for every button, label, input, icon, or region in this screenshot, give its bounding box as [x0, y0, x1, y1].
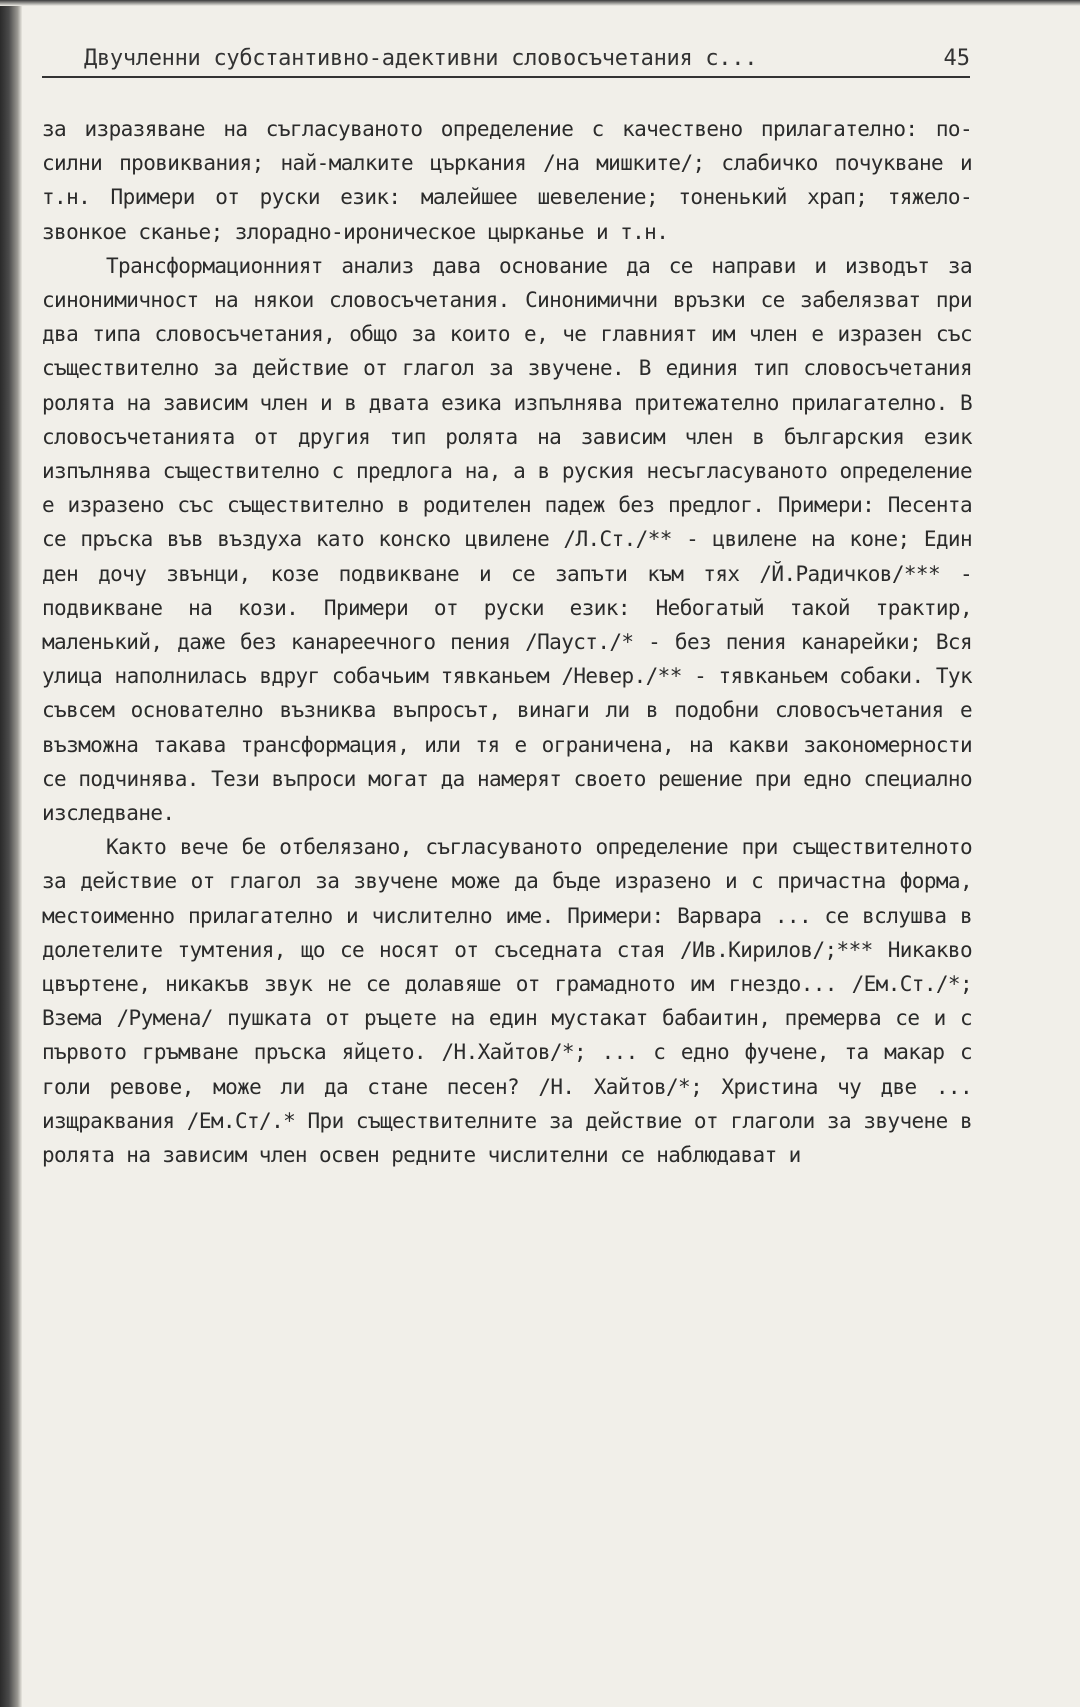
page-number: 45 — [943, 46, 970, 71]
body-text — [42, 112, 972, 1172]
paragraph-agreed-attribute: Както вече бе отбелязано, съгласуваното определение при съществителното за действие от глагол за звучене може да бъде изразено и с причастна форма, местоименно прилагателно и числително име. Примери: Варвара ... се вслушва в долетелите тумтения, що се носят от съседната стая /Ив.Кирилов/;*** Никакво цвъртене, никакъв звук не се долавяше от грамадното им гнездо... /Ем.Ст./*; Взема /Румена/ пушката от ръцете на един мустакат бабаитин, премерва се и с първото гръмване пръска яйцето. /Н.Хайтов/*; ... с едно фучене, та макар с голи ревове, може ли да стане песен? /Н. Хайтов/*; Христина чу две ... изщраквания /Ем.Ст/.* При съществителните за действие от глаголи за звучене в ролята на зависим член освен редните числителни се наблюдават и — [42, 835, 972, 1168]
page-header — [42, 44, 970, 78]
paragraph-continued: за изразяване на съгласуваното определение с качествено прилагателно: по-силни провиквания; най-малките църкания /на мишките/; слабичко почукване и т.н. Примери от руски език: малейшее шевеление; тоненький храп; тяжело-звонкое сканье; злорадно-ироническое цырканье и т.н. — [42, 117, 972, 244]
paragraph-synonymy: Трансформационният анализ дава основание да се направи и изводът за синонимичност на някои словосъчетания. Синонимични връзки се забелязват при два типа словосъчетания, общо за които е, че главният им член е изразен със съществително за действие от глагол за звучене. В единия тип словосъчетания ролята на зависим член и в двата езика изпълнява притежателно прилагателно. В словосъчетанията от другия тип ролята на зависим член в българския език изпълнява съществително с предлога на, а в руския несъгласуваното определение е изразено със съществително в родителен падеж без предлог. Примери: Песента се пръска във въздуха като конско цвилене /Л.Ст./** - цвилене на коне; Един ден дочу звънци, козе подвикване и се запъти към тях /Й.Радичков/*** - подвикване на кози. Примери от руски език: Небогатый такой трактир, маленький, даже без канареечного пения /Пауст./* - без пения канарейки; Вся улица наполнилась вдруг собачьим тявканьем /Невер./** - тявканьем собаки. Тук съвсем основателно възниква въпросът, винаги ли в подобни словосъчетания е възможна такава трансформация, или тя е ограничена, на какви закономерности се подчинява. Тези въпроси могат да намерят своето решение при едно специално изследване. — [42, 253, 972, 826]
running-title: Двучленни субстантивно-адективни словосъчетания с... — [84, 46, 758, 71]
book-spine-shadow — [0, 0, 22, 1707]
page-top-edge — [0, 0, 1080, 6]
